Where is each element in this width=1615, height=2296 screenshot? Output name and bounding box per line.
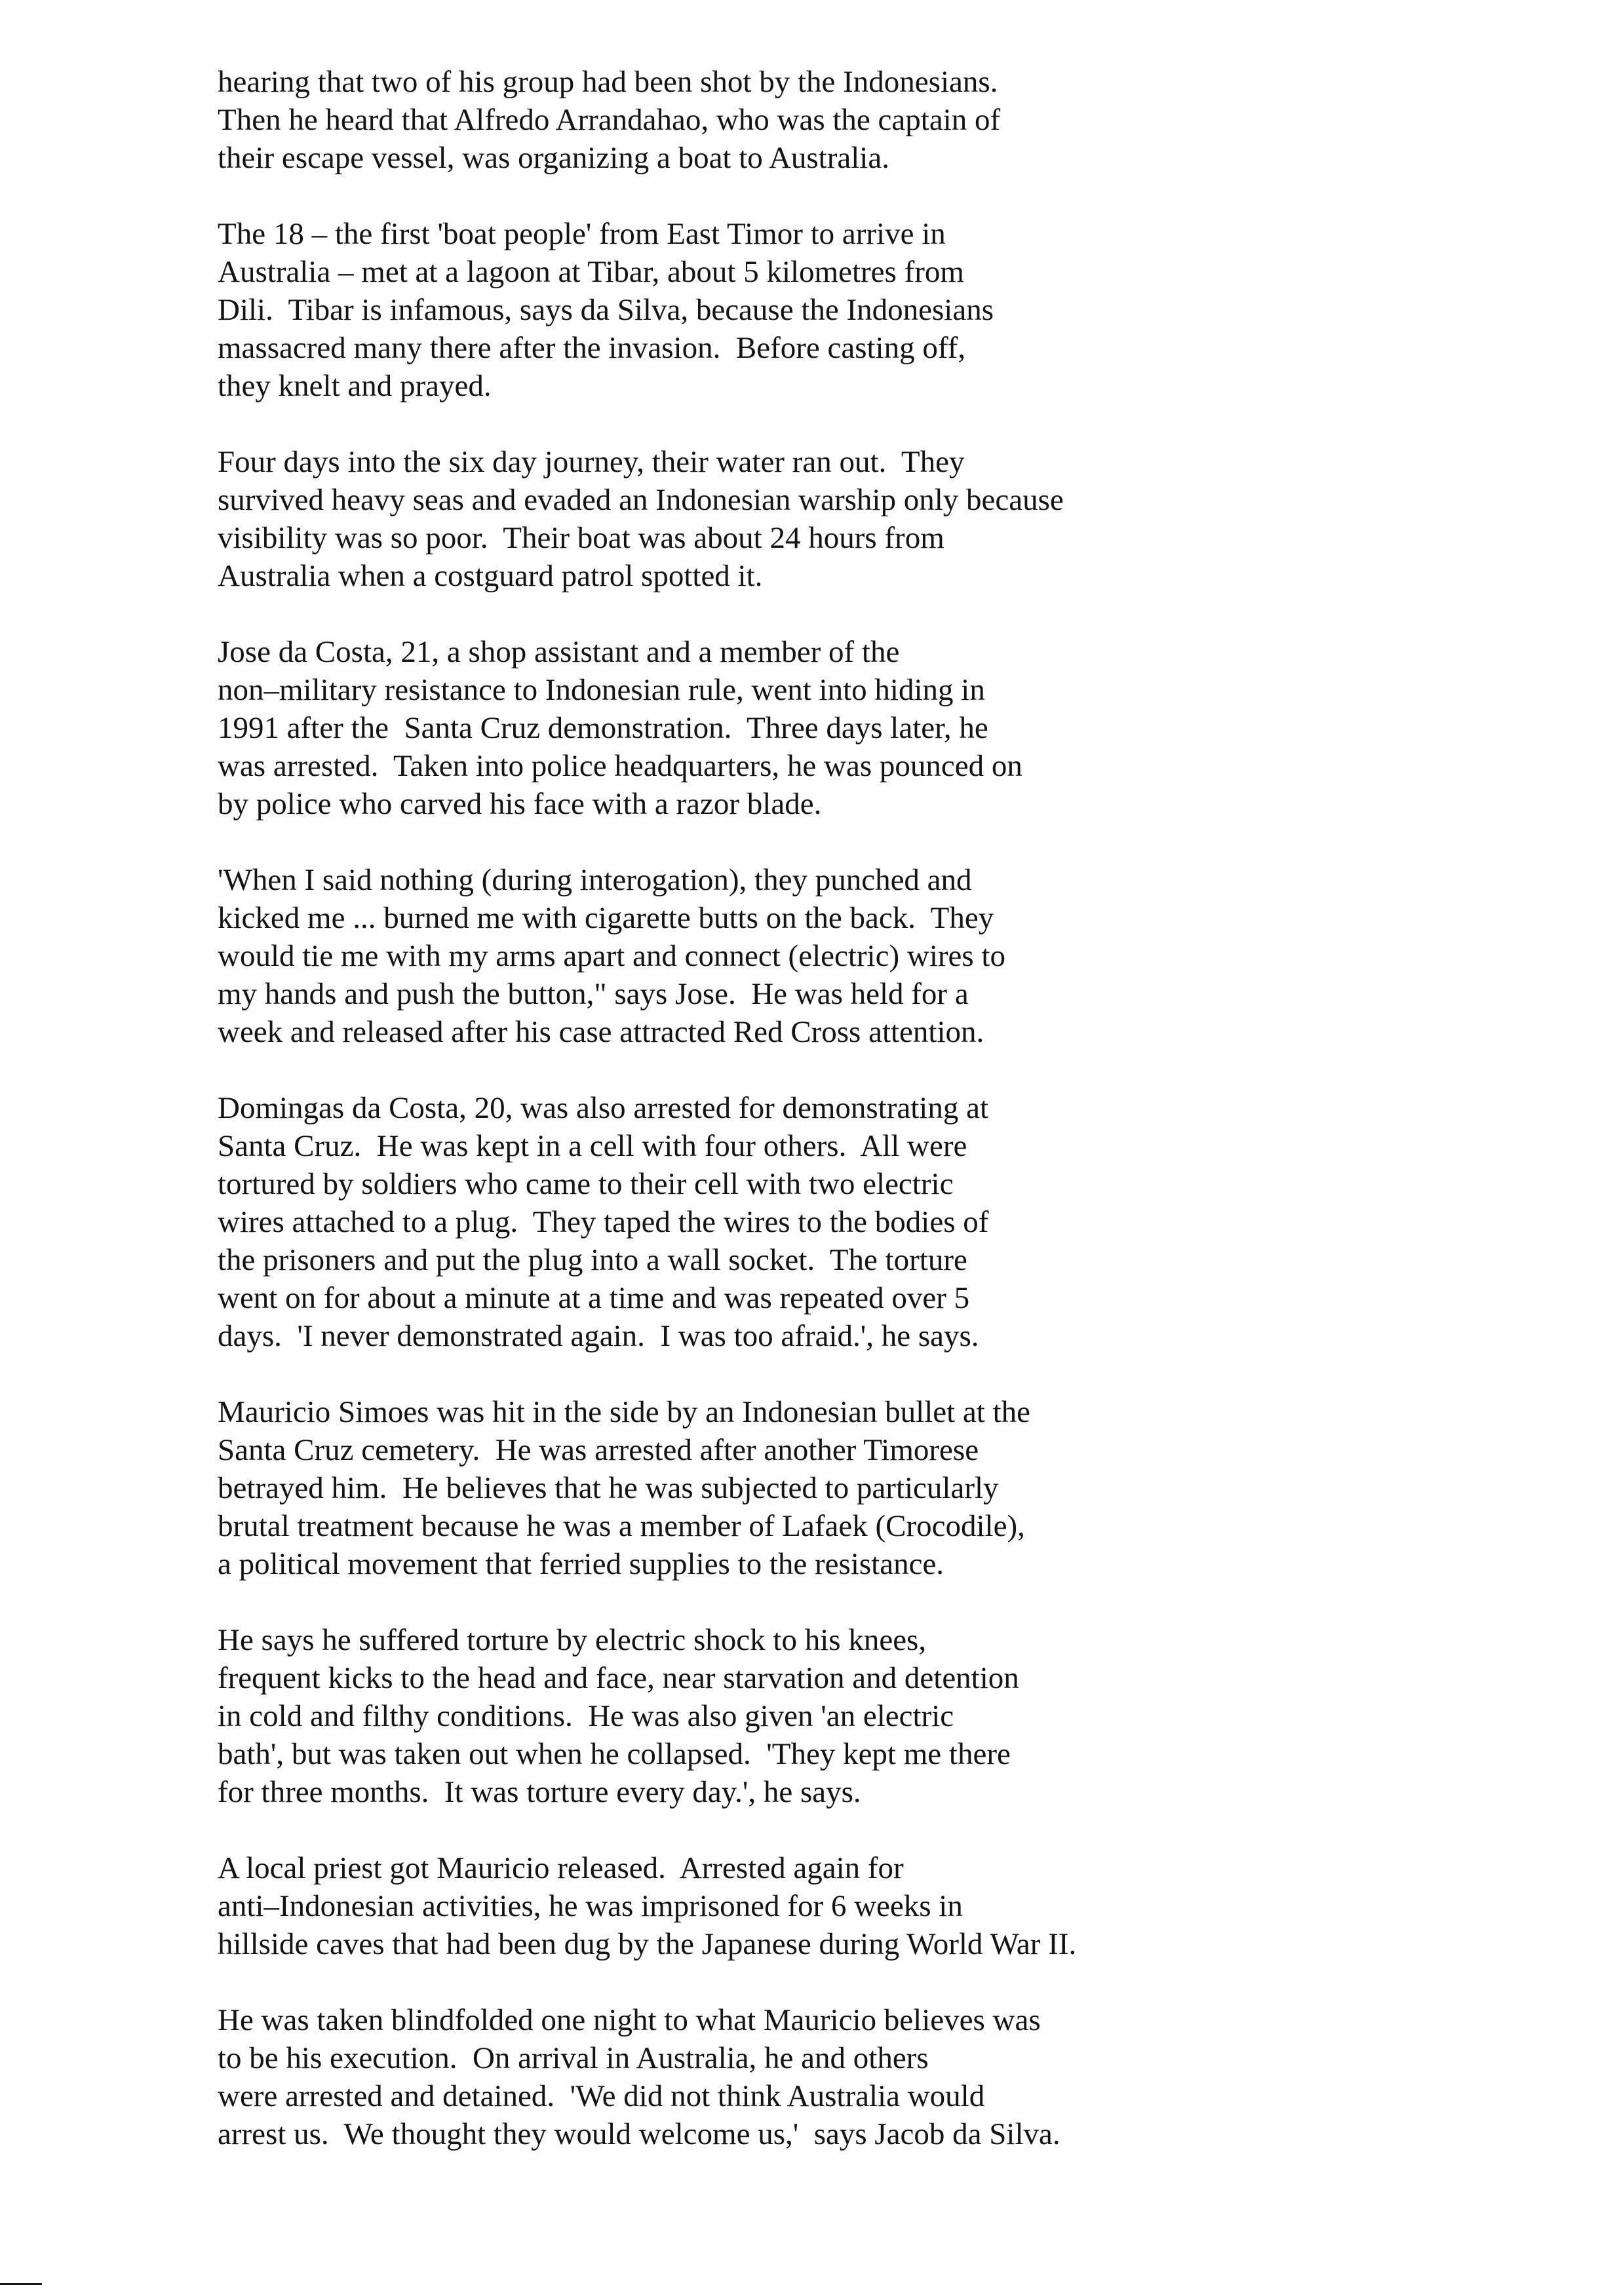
text-line: a political movement that ferried supplies to the resistance.: [218, 1547, 944, 1581]
paragraph: [218, 1849, 1463, 1963]
paragraph: [218, 1089, 1463, 1355]
text-line: were arrested and detained. 'We did not think Australia would: [218, 2079, 985, 2113]
paragraph: [218, 861, 1463, 1051]
text-line: the prisoners and put the plug into a wall socket. The torture: [218, 1243, 967, 1277]
text-line: Dili. Tibar is infamous, says da Silva, because the Indonesians: [218, 293, 994, 327]
text-line: He was taken blindfolded one night to what Mauricio believes was: [218, 2003, 1041, 2037]
text-line: days. 'I never demonstrated again. I was too afraid.', he says.: [218, 1319, 979, 1353]
text-line: Australia when a costguard patrol spotted it.: [218, 559, 763, 593]
text-line: He says he suffered torture by electric shock to his knees,: [218, 1623, 927, 1657]
text-line: would tie me with my arms apart and connect (electric) wires to: [218, 939, 1005, 973]
text-line: frequent kicks to the head and face, near starvation and detention: [218, 1661, 1019, 1695]
text-line: bath', but was taken out when he collapsed. 'They kept me there: [218, 1737, 1011, 1771]
text-line: 1991 after the Santa Cruz demonstration. Three days later, he: [218, 711, 988, 745]
text-line: betrayed him. He believes that he was subjected to particularly: [218, 1471, 999, 1505]
paragraph: [218, 633, 1463, 823]
text-line: The 18 – the first 'boat people' from East Timor to arrive in: [218, 217, 946, 251]
text-line: was arrested. Taken into police headquarters, he was pounced on: [218, 749, 1022, 783]
paragraph: [218, 1621, 1463, 1811]
text-line: hillside caves that had been dug by the Japanese during World War II.: [218, 1927, 1077, 1961]
text-line: they knelt and prayed.: [218, 369, 492, 403]
paragraph: [218, 443, 1463, 595]
text-line: week and released after his case attracted Red Cross attention.: [218, 1015, 984, 1049]
paragraph: [218, 63, 1463, 177]
text-line: Jose da Costa, 21, a shop assistant and a member of the: [218, 635, 900, 669]
paragraph: [218, 1393, 1463, 1583]
text-line: wires attached to a plug. They taped the wires to the bodies of: [218, 1205, 989, 1239]
document-body: [218, 63, 1463, 2191]
text-line: kicked me ... burned me with cigarette butts on the back. They: [218, 901, 994, 935]
scan-edge-mark: [0, 2283, 42, 2285]
text-line: Santa Cruz cemetery. He was arrested after another Timorese: [218, 1433, 979, 1467]
text-line: visibility was so poor. Their boat was about 24 hours from: [218, 521, 944, 555]
text-line: 'When I said nothing (during interogation), they punched and: [218, 863, 972, 897]
text-line: survived heavy seas and evaded an Indonesian warship only because: [218, 483, 1064, 517]
text-line: my hands and push the button," says Jose. He was held for a: [218, 977, 969, 1011]
text-line: hearing that two of his group had been shot by the Indonesians.: [218, 65, 998, 99]
text-line: Then he heard that Alfredo Arrandahao, who was the captain of: [218, 103, 1001, 137]
text-line: to be his execution. On arrival in Australia, he and others: [218, 2041, 929, 2075]
text-line: brutal treatment because he was a member of Lafaek (Crocodile),: [218, 1509, 1025, 1543]
text-line: for three months. It was torture every day.', he says.: [218, 1775, 861, 1809]
paragraph: [218, 2001, 1463, 2153]
text-line: tortured by soldiers who came to their cell with two electric: [218, 1167, 954, 1201]
text-line: A local priest got Mauricio released. Arrested again for: [218, 1851, 904, 1885]
text-line: Mauricio Simoes was hit in the side by an Indonesian bullet at the: [218, 1395, 1031, 1429]
text-line: in cold and filthy conditions. He was also given 'an electric: [218, 1699, 954, 1733]
text-line: Santa Cruz. He was kept in a cell with four others. All were: [218, 1129, 967, 1163]
text-line: massacred many there after the invasion. Before casting off,: [218, 331, 966, 365]
text-line: arrest us. We thought they would welcome us,' says Jacob da Silva.: [218, 2117, 1060, 2151]
text-line: anti–Indonesian activities, he was imprisoned for 6 weeks in: [218, 1889, 963, 1923]
text-line: non–military resistance to Indonesian rule, went into hiding in: [218, 673, 985, 707]
text-line: their escape vessel, was organizing a boat to Australia.: [218, 141, 889, 175]
text-line: by police who carved his face with a razor blade.: [218, 787, 822, 821]
text-line: Australia – met at a lagoon at Tibar, about 5 kilometres from: [218, 255, 964, 289]
text-line: Four days into the six day journey, their water ran out. They: [218, 445, 965, 479]
text-line: went on for about a minute at a time and was repeated over 5: [218, 1281, 970, 1315]
paragraph: [218, 215, 1463, 405]
text-line: Domingas da Costa, 20, was also arrested for demonstrating at: [218, 1091, 989, 1125]
